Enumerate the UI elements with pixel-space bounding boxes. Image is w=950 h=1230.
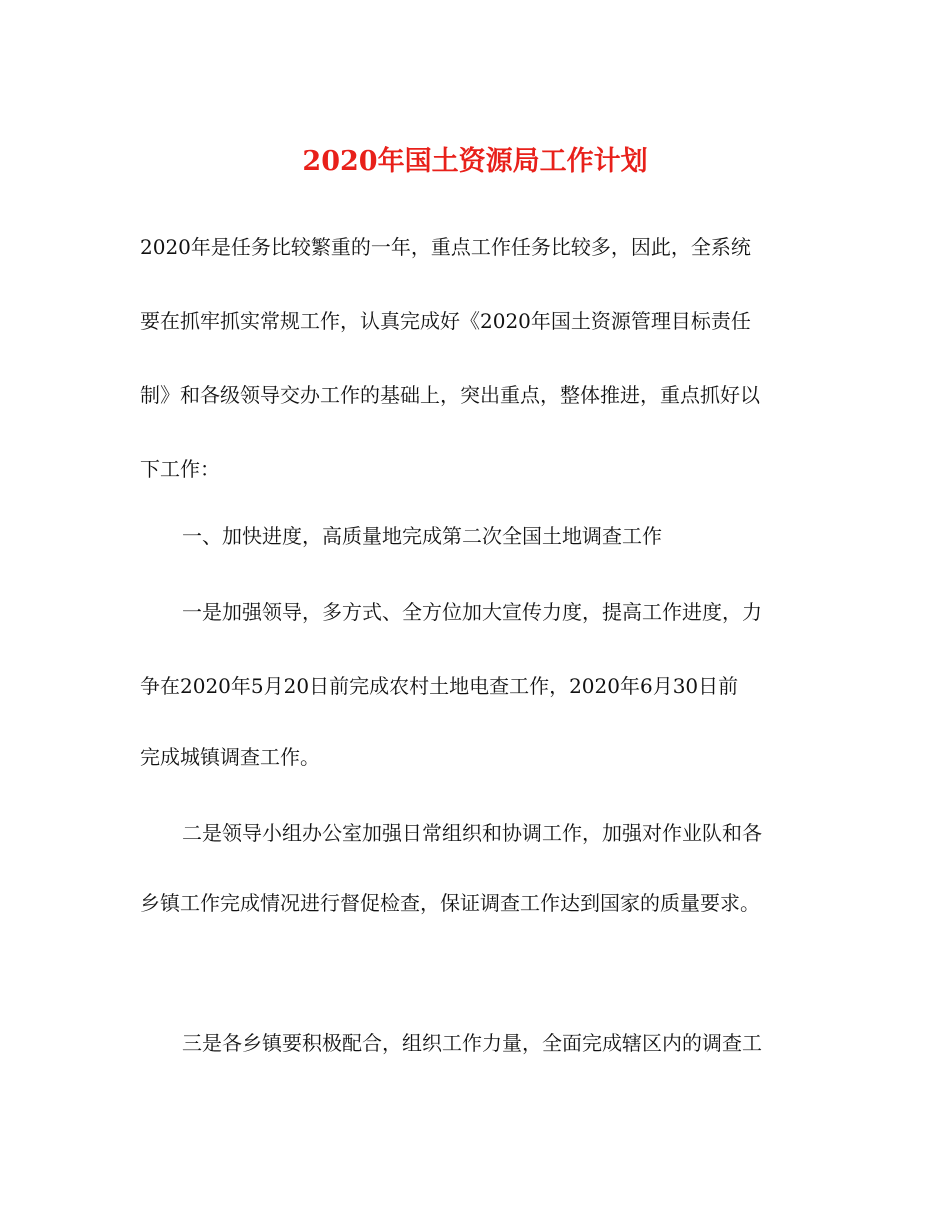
item-2-line-2: 乡镇工作完成情况进行督促检查，保证调查工作达到国家的质量要求。 [140,891,760,915]
item-1-line-2: 争在2020年5月20日前完成农村土地电查工作，2020年6月30日前 [140,674,739,698]
intro-line-2: 要在抓牢抓实常规工作，认真完成好《2020年国土资源管理目标责任 [140,309,751,333]
intro-line-1: 2020年是任务比较繁重的一年，重点工作任务比较多，因此，全系统 [140,235,751,259]
section-1-heading: 一、加快进度，高质量地完成第二次全国土地调查工作 [182,524,662,548]
intro-line-3: 制》和各级领导交办工作的基础上，突出重点，整体推进，重点抓好以 [140,383,760,407]
item-1-line-3: 完成城镇调查工作。 [140,745,320,769]
document-title: 2020年国土资源局工作计划 [302,146,648,177]
item-2-line-1: 二是领导小组办公室加强日常组织和协调工作，加强对作业队和各 [182,821,762,845]
intro-line-4: 下工作： [140,457,220,481]
item-1-line-1: 一是加强领导，多方式、全方位加大宣传力度，提高工作进度，力 [182,600,762,624]
item-3-line-1: 三是各乡镇要积极配合，组织工作力量，全面完成辖区内的调查工 [182,1031,762,1055]
